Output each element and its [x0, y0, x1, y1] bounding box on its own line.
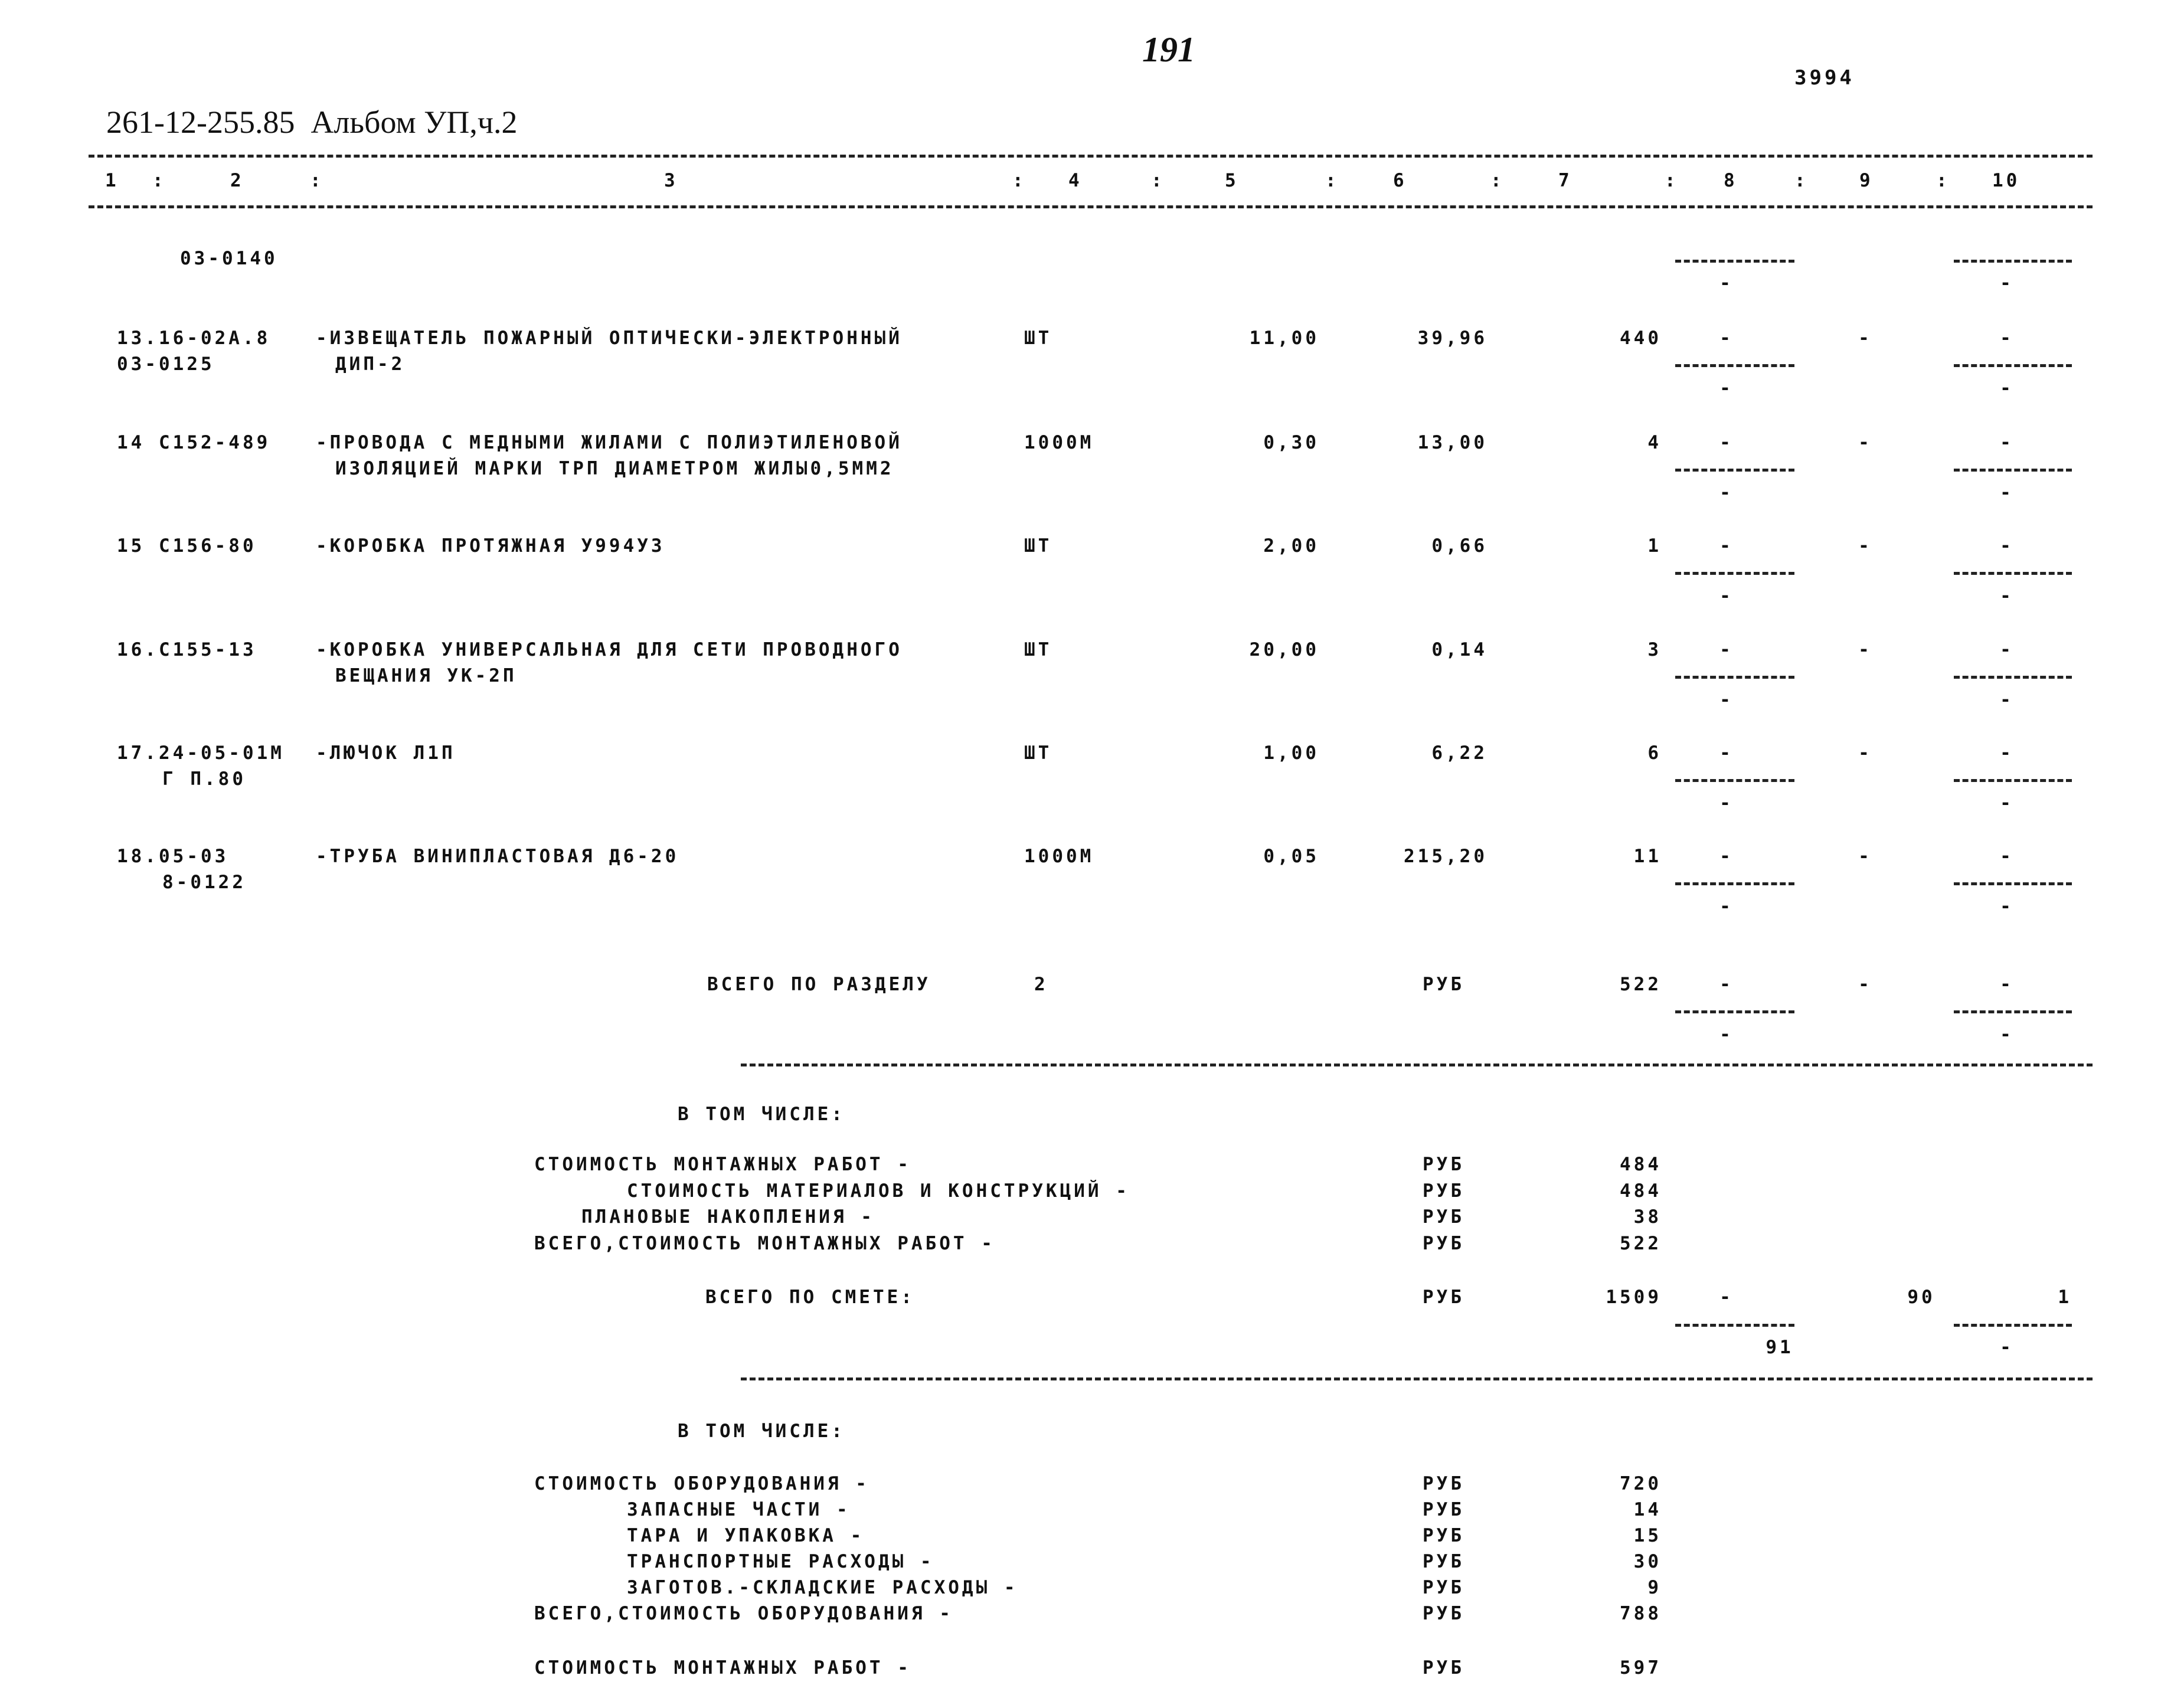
row-description: -ЛЮЧОК Л1П — [316, 742, 456, 764]
col-sep: : — [310, 170, 324, 191]
section-rule — [741, 1064, 2093, 1066]
incl-unit: РУБ — [1423, 1499, 1464, 1520]
col8-sub: 91 — [1766, 1337, 1794, 1358]
incl-value: 484 — [1620, 1154, 1662, 1175]
row-price: 0,66 — [1431, 535, 1487, 557]
row-total: 6 — [1647, 742, 1662, 764]
section-total-label: ВСЕГО ПО РАЗДЕЛУ — [707, 974, 931, 995]
row-quantity: 2,00 — [1263, 535, 1319, 557]
incl-value: 484 — [1620, 1180, 1662, 1202]
col10-fraction-line — [1954, 364, 2072, 367]
col8-fraction-line — [1675, 676, 1794, 679]
col8-value: - — [1719, 432, 1734, 453]
col-sep: : — [1665, 170, 1679, 191]
incl-unit: РУБ — [1423, 1603, 1464, 1624]
row-quantity: 1,00 — [1263, 742, 1319, 764]
incl-unit: РУБ — [1423, 1577, 1464, 1598]
incl-unit: РУБ — [1423, 1233, 1464, 1254]
row-price: 13,00 — [1417, 432, 1487, 453]
col-sep: : — [1012, 170, 1026, 191]
col10-sub: - — [2000, 689, 2014, 711]
incl-label: ВСЕГО,СТОИМОСТЬ МОНТАЖНЫХ РАБОТ - — [534, 1233, 995, 1254]
row-description: -ТРУБА ВИНИПЛАСТОВАЯ Д6-20 — [316, 846, 679, 867]
col8-fraction-line — [1675, 1324, 1794, 1327]
col-header-9: 9 — [1859, 170, 1874, 191]
col-header-8: 8 — [1724, 170, 1738, 191]
col8-sub: - — [1719, 482, 1734, 503]
row-unit: 1000М — [1024, 432, 1094, 453]
incl-label: ТАРА И УПАКОВКА - — [627, 1525, 865, 1546]
col10-value: - — [2000, 432, 2014, 453]
incl-unit: РУБ — [1423, 1473, 1464, 1494]
col8-sub: - — [1719, 793, 1734, 814]
estimate-total-label: ВСЕГО ПО СМЕТЕ: — [705, 1287, 915, 1308]
col8-value: - — [1719, 742, 1734, 764]
row-unit: 1000М — [1024, 846, 1094, 867]
col8-fraction-line — [1675, 469, 1794, 472]
row-total: 4 — [1647, 432, 1662, 453]
row-description: -КОРОБКА УНИВЕРСАЛЬНАЯ ДЛЯ СЕТИ ПРОВОДНОГО — [316, 639, 903, 660]
row-unit: ШТ — [1024, 742, 1052, 764]
row-code: 15 С156-80 — [117, 535, 257, 557]
row-total: 11 — [1633, 846, 1662, 867]
row-code-extra: Г П.80 — [162, 768, 246, 790]
col10-sub: - — [2000, 1337, 2014, 1358]
col10-fraction-line — [1954, 676, 2072, 679]
col10-sub: - — [2000, 1024, 2014, 1045]
col8-sub: - — [1719, 689, 1734, 711]
incl-label: СТОИМОСТЬ ОБОРУДОВАНИЯ - — [534, 1473, 869, 1494]
row-description: -ИЗВЕЩАТЕЛЬ ПОЖАРНЫЙ ОПТИЧЕСКИ-ЭЛЕКТРОННЫЙ — [316, 328, 903, 349]
incl-value: 788 — [1620, 1603, 1662, 1624]
col8-sub: - — [1719, 378, 1734, 399]
col8-fraction-line — [1675, 260, 1794, 263]
col-header-1: 1 — [105, 170, 119, 191]
col10-fraction-line — [1954, 260, 2072, 263]
incl-unit: РУБ — [1423, 1180, 1464, 1202]
col10-fraction-line — [1954, 572, 2072, 575]
row-code: 16.С155-13 — [117, 639, 257, 660]
row-total: 1 — [1647, 535, 1662, 557]
col8-sub: - — [1719, 273, 1734, 294]
col8-value: - — [1719, 535, 1734, 557]
col-header-2: 2 — [230, 170, 244, 191]
including-heading: В ТОМ ЧИСЛЕ: — [678, 1421, 845, 1442]
incl-value: 720 — [1620, 1473, 1662, 1494]
col9-value: - — [1858, 639, 1872, 660]
col9-value: - — [1858, 846, 1872, 867]
col10-fraction-line — [1954, 882, 2072, 885]
col9-value: - — [1858, 742, 1872, 764]
row-description-cont: ВЕЩАНИЯ УК-2П — [335, 665, 517, 686]
col8-value: - — [1719, 328, 1734, 349]
incl-unit: РУБ — [1423, 1551, 1464, 1572]
page-mark: 191 — [1142, 30, 1195, 69]
row-price: 215,20 — [1404, 846, 1487, 867]
col-sep: : — [1151, 170, 1165, 191]
col8-fraction-line — [1675, 364, 1794, 367]
incl-unit: РУБ — [1423, 1206, 1464, 1228]
row-unit: ШТ — [1024, 328, 1052, 349]
incl-value: 9 — [1647, 1577, 1662, 1598]
estimate-total-value: 1509 — [1606, 1287, 1662, 1308]
row-total: 3 — [1647, 639, 1662, 660]
col10-sub: - — [2000, 896, 2014, 917]
row-code-extra: 8-0122 — [162, 872, 246, 893]
col8-fraction-line — [1675, 1010, 1794, 1013]
incl-value: 522 — [1620, 1233, 1662, 1254]
row-code-extra: 03-0125 — [117, 354, 215, 375]
col10-value: - — [2000, 742, 2014, 764]
col9-value: - — [1858, 432, 1872, 453]
col-sep: : — [1325, 170, 1339, 191]
row-unit: ШТ — [1024, 535, 1052, 557]
section-total-unit: РУБ — [1423, 974, 1464, 995]
incl-value: 15 — [1633, 1525, 1662, 1546]
section-total-num: 2 — [1034, 974, 1048, 995]
col10-sub: - — [2000, 585, 2014, 607]
col10-sub: - — [2000, 273, 2014, 294]
col-sep: : — [1936, 170, 1950, 191]
incl-label: СТОИМОСТЬ МАТЕРИАЛОВ И КОНСТРУКЦИЙ - — [627, 1180, 1130, 1202]
section-total-value: 522 — [1620, 974, 1662, 995]
col10-sub: - — [2000, 482, 2014, 503]
incl-value: 30 — [1633, 1551, 1662, 1572]
col8-value: - — [1719, 974, 1734, 995]
row-price: 6,22 — [1431, 742, 1487, 764]
col8-value: - — [1719, 846, 1734, 867]
document-title: 261-12-255.85 Альбом УП,ч.2 — [106, 104, 518, 140]
estimate-rule — [741, 1377, 2093, 1380]
row-description: -ПРОВОДА С МЕДНЫМИ ЖИЛАМИ С ПОЛИЭТИЛЕНОВОЙ — [316, 432, 903, 453]
row-quantity: 11,00 — [1249, 328, 1319, 349]
col10-fraction-line — [1954, 469, 2072, 472]
col8-sub: - — [1719, 1024, 1734, 1045]
row-quantity: 20,00 — [1249, 639, 1319, 660]
incl-label: ЗАПАСНЫЕ ЧАСТИ - — [627, 1499, 851, 1520]
col10-value: - — [2000, 639, 2014, 660]
col10-fraction-line — [1954, 1324, 2072, 1327]
header-top-rule — [89, 155, 2093, 158]
incl-label: СТОИМОСТЬ МОНТАЖНЫХ РАБОТ - — [534, 1154, 911, 1175]
col-header-4: 4 — [1068, 170, 1083, 191]
col-header-3: 3 — [664, 170, 678, 191]
incl-label: ВСЕГО,СТОИМОСТЬ ОБОРУДОВАНИЯ - — [534, 1603, 953, 1624]
col8-fraction-line — [1675, 779, 1794, 782]
row-total: 440 — [1620, 328, 1662, 349]
row-quantity: 0,05 — [1263, 846, 1319, 867]
row-code: 17.24-05-01М — [117, 742, 285, 764]
col8-value: - — [1719, 1287, 1734, 1308]
incl-value: 14 — [1633, 1499, 1662, 1520]
col9-value: - — [1858, 974, 1872, 995]
col8-sub: - — [1719, 896, 1734, 917]
incl-unit: РУБ — [1423, 1154, 1464, 1175]
col10-fraction-line — [1954, 779, 2072, 782]
col8-sub: - — [1719, 585, 1734, 607]
incl-label: СТОИМОСТЬ МОНТАЖНЫХ РАБОТ - — [534, 1657, 911, 1678]
col10-value: - — [2000, 328, 2014, 349]
row-price: 39,96 — [1417, 328, 1487, 349]
header-bottom-rule — [89, 205, 2093, 208]
col9-value: - — [1858, 535, 1872, 557]
col10-sub: - — [2000, 793, 2014, 814]
col-header-5: 5 — [1225, 170, 1239, 191]
col10-value: 1 — [2058, 1287, 2072, 1308]
col10-value: - — [2000, 535, 2014, 557]
incl-unit: РУБ — [1423, 1657, 1464, 1678]
row-code: 18.05-03 — [117, 846, 229, 867]
row-code: 13.16-02А.8 — [117, 328, 271, 349]
incl-value: 38 — [1633, 1206, 1662, 1228]
col10-value: - — [2000, 974, 2014, 995]
col-header-10: 10 — [1992, 170, 2021, 191]
col-header-6: 6 — [1393, 170, 1407, 191]
col10-fraction-line — [1954, 1010, 2072, 1013]
including-heading: В ТОМ ЧИСЛЕ: — [678, 1104, 845, 1125]
row-code: 03-0140 — [180, 248, 278, 269]
incl-label: ТРАНСПОРТНЫЕ РАСХОДЫ - — [627, 1551, 934, 1572]
incl-label: ПЛАНОВЫЕ НАКОПЛЕНИЯ - — [581, 1206, 875, 1228]
row-code: 14 С152-489 — [117, 432, 271, 453]
col10-sub: - — [2000, 378, 2014, 399]
col-sep: : — [152, 170, 166, 191]
col-sep: : — [1490, 170, 1505, 191]
incl-label: ЗАГОТОВ.-СКЛАДСКИЕ РАСХОДЫ - — [627, 1577, 1018, 1598]
row-price: 0,14 — [1431, 639, 1487, 660]
row-unit: ШТ — [1024, 639, 1052, 660]
col8-value: - — [1719, 639, 1734, 660]
sheet-number: 3994 — [1794, 66, 1855, 90]
col8-fraction-line — [1675, 572, 1794, 575]
col10-value: - — [2000, 846, 2014, 867]
col9-value: 90 — [1907, 1287, 1936, 1308]
row-description: -КОРОБКА ПРОТЯЖНАЯ У994У3 — [316, 535, 665, 557]
row-description-cont: ДИП-2 — [335, 354, 406, 375]
estimate-total-unit: РУБ — [1423, 1287, 1464, 1308]
row-quantity: 0,30 — [1263, 432, 1319, 453]
incl-unit: РУБ — [1423, 1525, 1464, 1546]
col-sep: : — [1794, 170, 1809, 191]
incl-value: 597 — [1620, 1657, 1662, 1678]
col8-fraction-line — [1675, 882, 1794, 885]
col9-value: - — [1858, 328, 1872, 349]
col-header-7: 7 — [1558, 170, 1572, 191]
row-description-cont: ИЗОЛЯЦИЕЙ МАРКИ ТРП ДИАМЕТРОМ ЖИЛЫ0,5ММ2 — [335, 458, 894, 479]
